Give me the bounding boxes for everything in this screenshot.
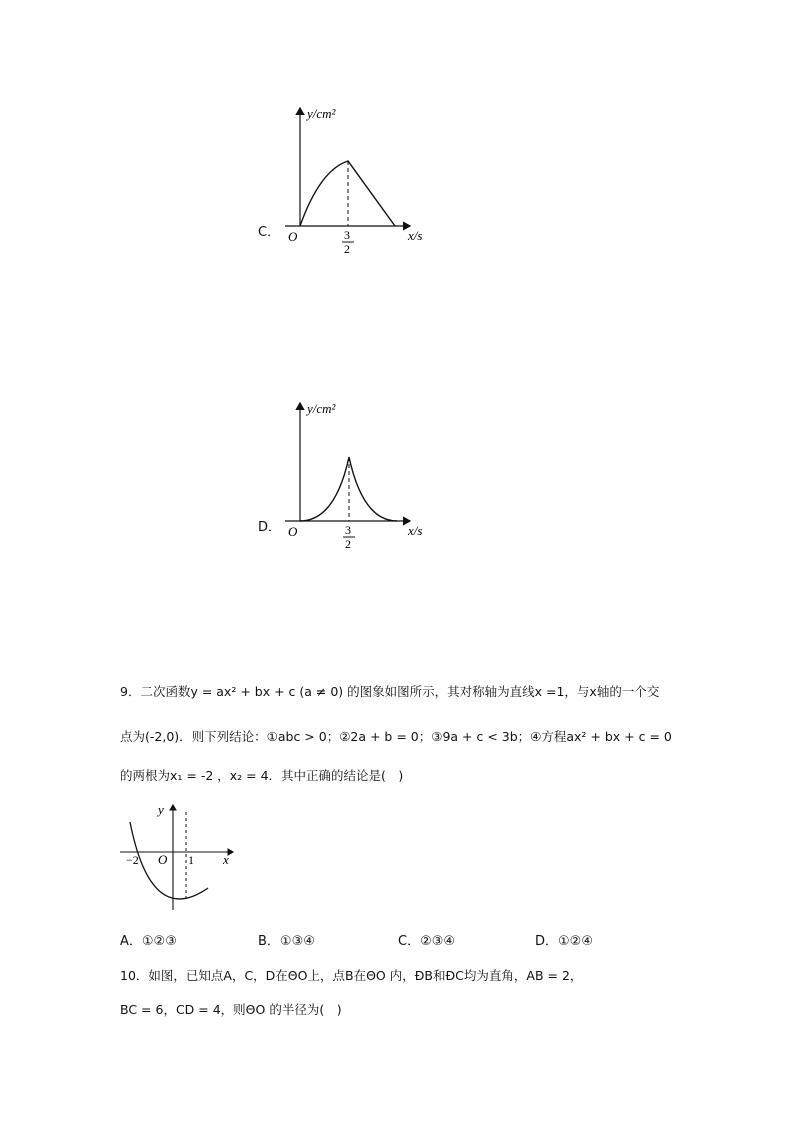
x-axis-label: x/s	[408, 228, 423, 243]
tick-minus-2: −2	[126, 853, 139, 867]
tick-denominator: 2	[345, 537, 351, 551]
y-axis-label: y	[158, 802, 164, 817]
option-c-label: C．	[258, 225, 281, 240]
origin-label: O	[288, 229, 298, 244]
choice-b[interactable]: B．①③④	[258, 934, 315, 949]
option-d-label: D．	[258, 520, 282, 535]
origin-label: O	[288, 524, 298, 539]
x-axis-label: x/s	[408, 523, 423, 538]
choice-d[interactable]: D．①②④	[535, 934, 593, 949]
graph-d	[275, 395, 445, 555]
graph-c	[275, 100, 445, 260]
choice-a[interactable]: A．①②③	[120, 934, 177, 949]
tick-numerator: 3	[345, 523, 351, 537]
tick-numerator: 3	[344, 228, 350, 242]
q9-line-2: 点为(-2,0)．则下列结论：①abc > 0；②2a + b = 0；③9a + c < 3b；④方程ax² + bx + c = 0	[120, 729, 672, 744]
q9-line-1: 9．二次函数y = ax² + bx + c (a ≠ 0) 的图象如图所示，其对称轴为直线x =1，与x轴的一个交	[120, 684, 660, 699]
origin-label: O	[158, 852, 168, 867]
y-axis-label: y/cm²	[307, 401, 336, 416]
q10-line-2: BC = 6，CD = 4，则ΘO 的半径为( )	[120, 1002, 342, 1017]
x-axis-label: x	[223, 852, 229, 867]
tick-1: 1	[188, 853, 194, 867]
tick-denominator: 2	[344, 242, 350, 256]
q10-line-1: 10．如图，已知点A，C，D在ΘO上，点B在ΘO 内，ÐB和ÐC均为直角，AB = 2，	[120, 968, 583, 983]
choice-c[interactable]: C．②③④	[398, 934, 456, 949]
y-axis-label: y/cm²	[307, 106, 336, 121]
parabola	[130, 822, 208, 899]
q9-parabola-graph	[118, 800, 243, 915]
q9-line-3: 的两根为x₁ = -2 ，x₂ = 4．其中正确的结论是( )	[120, 768, 404, 783]
